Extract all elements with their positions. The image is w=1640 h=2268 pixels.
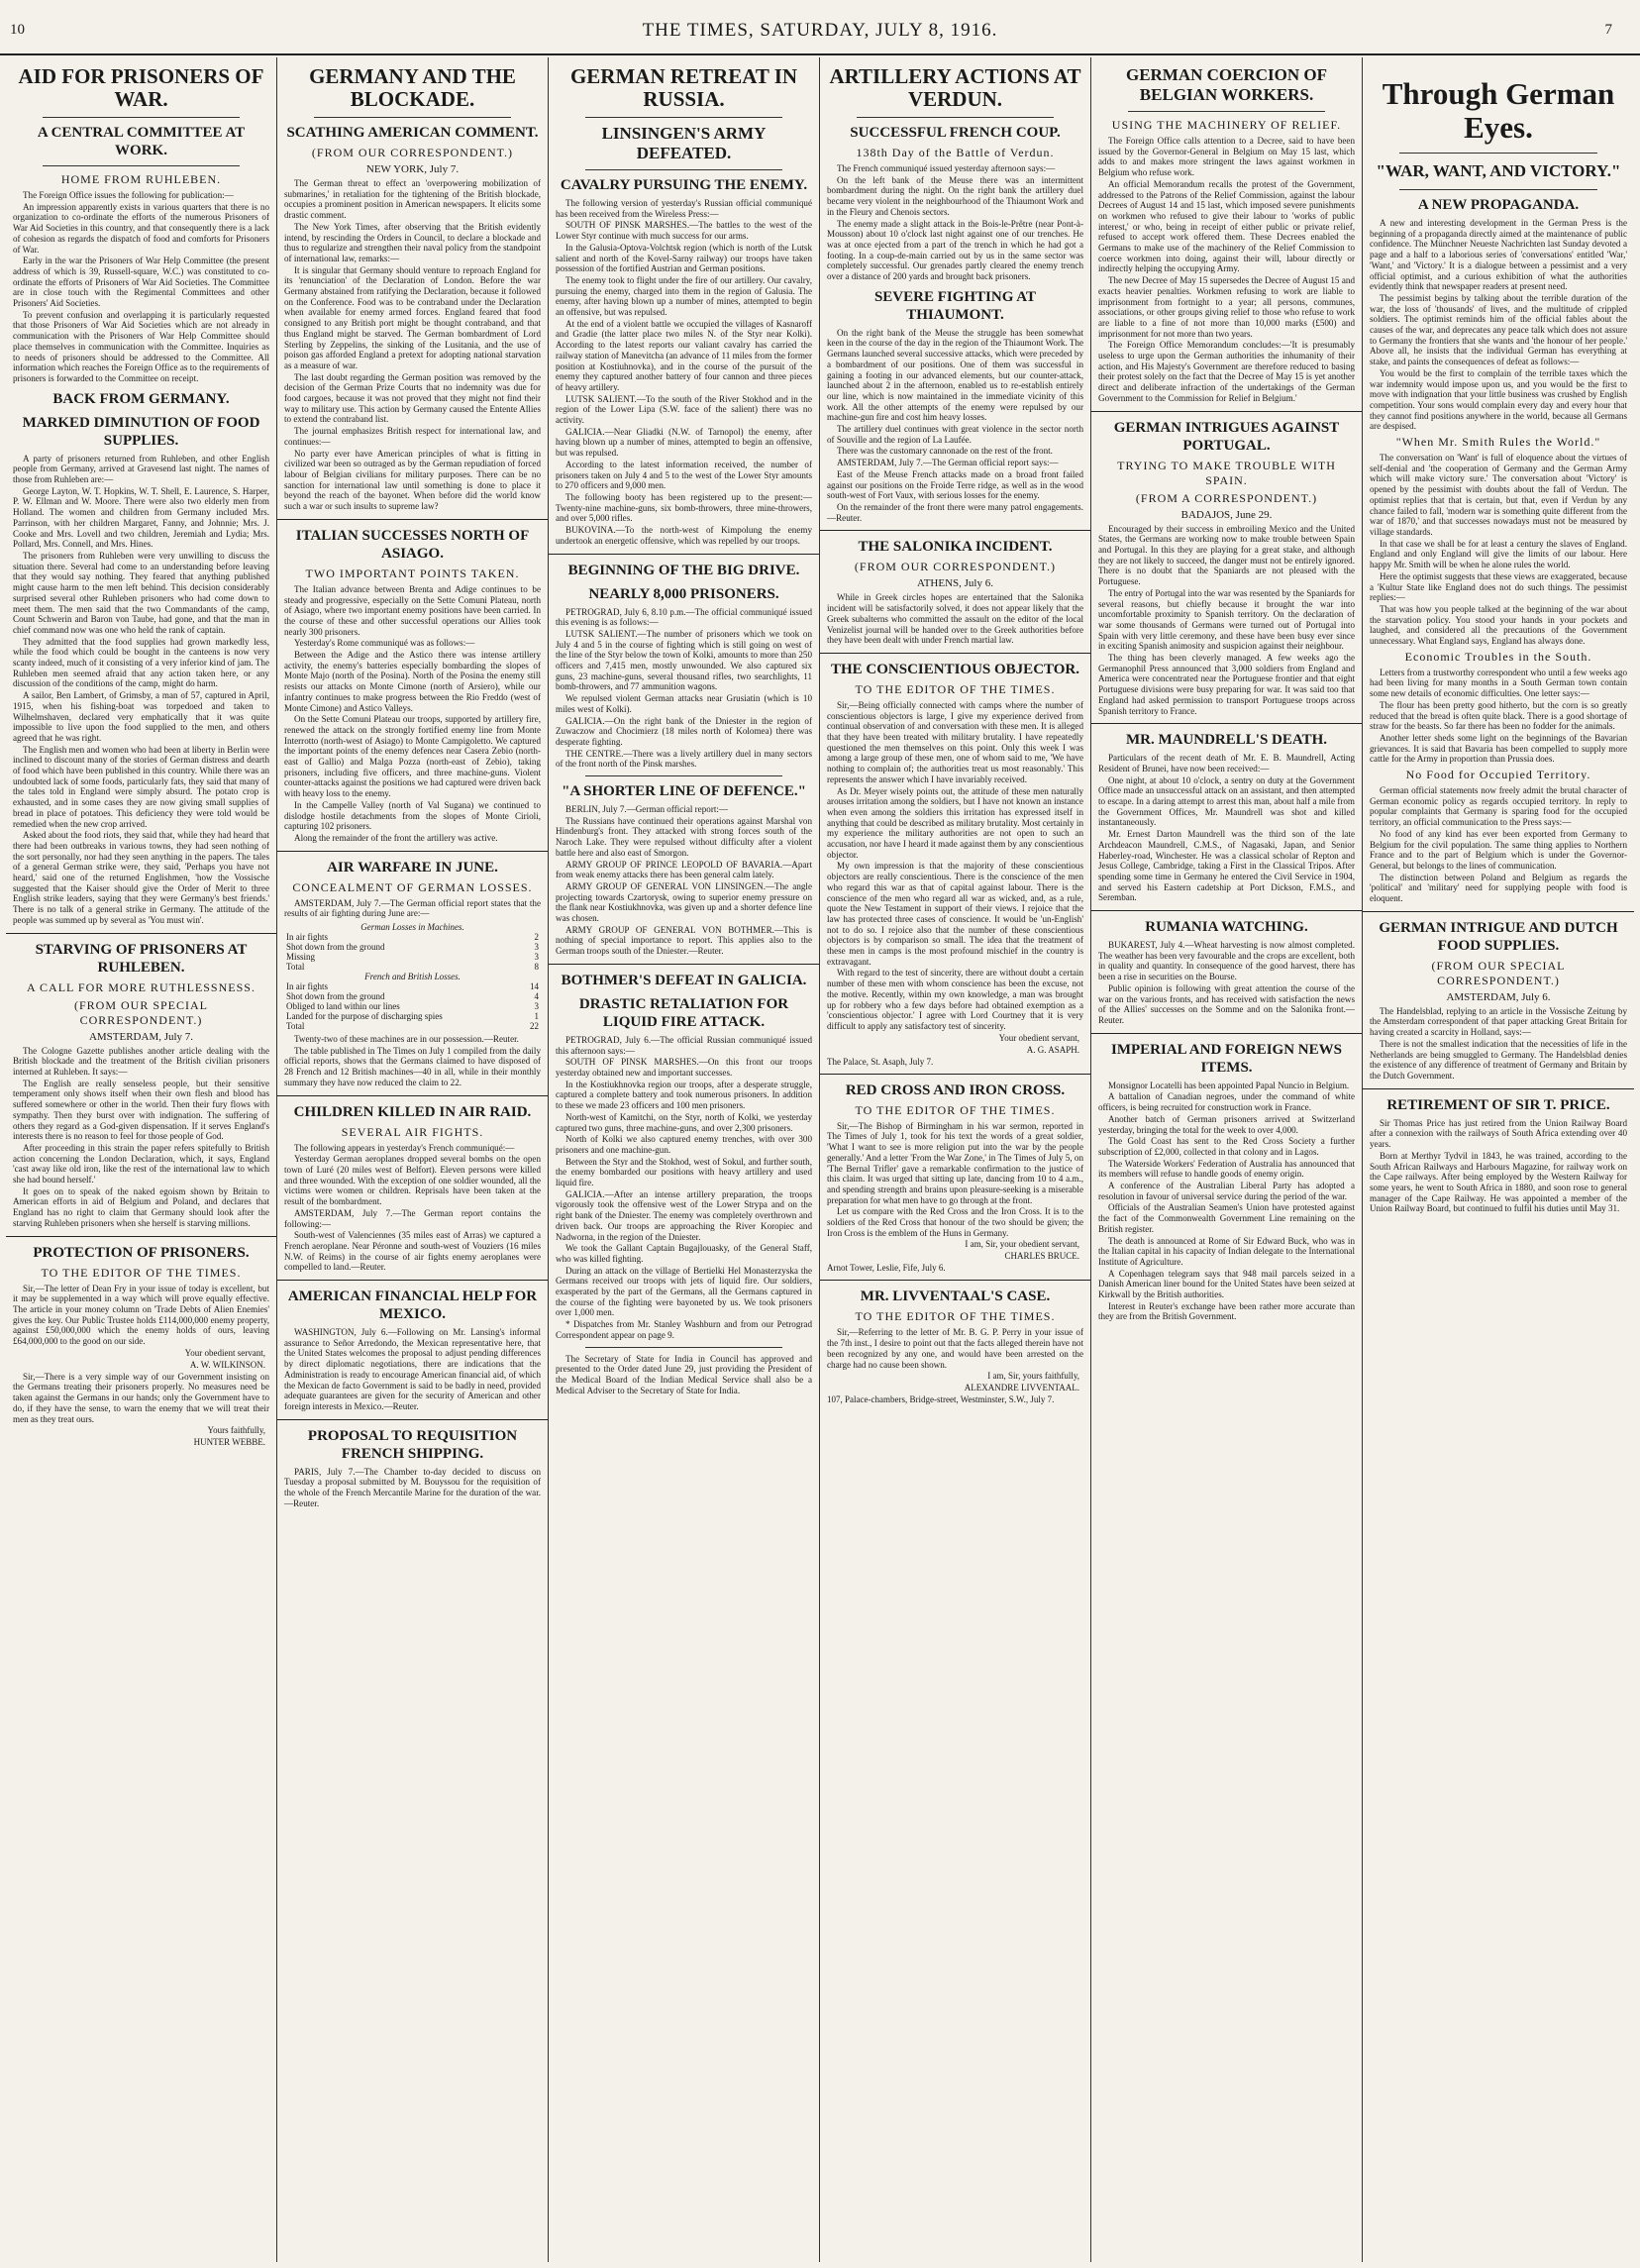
article-headline: BEGINNING OF THE BIG DRIVE. — [567, 562, 800, 578]
article-subheadline: BACK FROM GERMANY. — [52, 390, 230, 407]
paragraph: Interest in Reuter's exchange have been rather more accurate than they are from the British Government. — [1098, 1300, 1355, 1322]
paragraph: We took the Gallant Captain Bugajlouasky, of the General Staff, who was killed fighting. — [556, 1243, 812, 1264]
article-headline: AID FOR PRISONERS OF WAR. — [18, 64, 264, 111]
paragraph: The conversation on 'Want' is full of eloquence about the virtues of self-denial and 'the cooperation of Germany and the German Army which will make victory sure.' The conversation about 'Victory' is opened by the pessimist with doubts about the fall of Verdun. The optimist replies that that is certain, but that, even if Verdun by any chance failed to fall, 'modern war is something quite different from the war of 1870,' and that successes nowadays must not be measured by village standards. — [1370, 453, 1627, 537]
paragraph: There was the customary cannonade on the rest of the front. — [837, 446, 1053, 457]
article-headline: ARTILLERY ACTIONS AT VERDUN. — [829, 64, 1081, 111]
article-headline: ITALIAN SUCCESSES NORTH OF ASIAGO. — [295, 527, 530, 562]
article-headline: AIR WARFARE IN JUNE. — [327, 859, 498, 876]
signature: Your obedient servant, — [998, 1032, 1079, 1043]
column-3 — [549, 57, 820, 2262]
paragraph: The German threat to effect an 'overpowering mobilization of submarines,' in retaliation for the tightening of the British blockade, occupies a prominent position in American newspapers. It elicits some drastic comment. — [284, 178, 541, 221]
page-number-right: 7 — [1604, 22, 1612, 38]
column-6 — [1363, 57, 1634, 2262]
byline: (FROM OUR CORRESPONDENT.) — [854, 560, 1057, 574]
dateline: ATHENS, July 6. — [916, 577, 993, 590]
signature: ALEXANDRE LIVVENTAAL. — [964, 1383, 1079, 1393]
table-row: Shot down from the ground 4 — [286, 991, 539, 1002]
paragraph: The Handelsblad, replying to an article in the Vossische Zeitung by the Amsterdam correspondent of that paper attacking Great Britain for having created a scarcity in Holland, says:— — [1370, 1005, 1627, 1038]
article-headline: IMPERIAL AND FOREIGN NEWS ITEMS. — [1111, 1041, 1342, 1076]
paragraph: Early in the war the Prisoners of War Help Committee (the present address of which is 39, Russell-square, W.C.) was constituted to co-ordinate the efforts of Prisoners of War Aid Societies. The Committee are in close touch with the Regimental Committees and other Prisoners' Aid Societies. — [13, 256, 269, 309]
section-caption: TO THE EDITOR OF THE TIMES. — [855, 681, 1056, 696]
paragraph: BERLIN, July 7.—German official report:— — [565, 804, 728, 815]
section-caption: TO THE EDITOR OF THE TIMES. — [41, 1265, 242, 1280]
paragraph: Mr. Ernest Darton Maundrell was the third son of the late Archdeacon Maundrell, C.M.S., of Nagasaki, Japan, and Senior Haberley-road, Winchester. He was a classical scholar of Repton and Jesus College, Cambridge, taking a First in the Classical Tripos. After spending some time in Germany he entered the Civil Service in 1904, and served his Eastern cadetship at Port Dickson, F.M.S., and Seremban. — [1098, 829, 1355, 903]
paragraph: No food of any kind has ever been exported from Germany to Belgium for the civil population. The same thing applies to Northern France and to the part of Belgium which is under the Governor-General, but belongs to the lines of communication. — [1370, 828, 1627, 871]
paragraph: The following version of yesterday's Russian official communiqué has been received from the Wireless Press:— — [556, 198, 812, 219]
paragraph: Yesterday German aeroplanes dropped several bombs on the open town of Luré (20 miles west of Belfort). Eleven persons were killed and three wounded. With the exception of one soldier wounded, all the victims were women or children. Reprisals have been taken at the result of the bombardment. — [284, 1154, 541, 1207]
paragraph: The Italian advance between Brenta and Adige continues to be steady and progressive, especially on the Sette Comuni Plateau, north of Asiago, where two important enemy positions have been carried. In the course of these and other successful operations our Allies took nearly 300 prisoners. — [284, 583, 541, 637]
air-losses-table — [284, 922, 541, 1031]
signature: The Palace, St. Asaph, July 7. — [827, 1056, 934, 1067]
paragraph: An official Memorandum recalls the protest of the Government, addressed to the Patrons of the Relief Commission, against the labour Decrees of August 14 and 15 last, which imposed severe punishments on workmen who refused to give their labour to 'works of public interest,' or who, being in receipt of either public or private relief, refused to accept work offered them. These Decrees enabled the Germans to make use of the machinery of the Relief Commission to coerce workmen into doing, against their will, labour directly or indirectly helping the occupying Army. — [1098, 178, 1355, 274]
paragraph: Asked about the food riots, they said that, while they had heard that there had been outbreaks in various towns, they had seen nothing of the sort personally, nor had they seen anything in the papers. The tales of a general German strike were, they said, 'Perhaps you have not heard,' said one of the returned Englishmen, 'how the Vossische suggested that the Kaiser should give the Order of Merit to three English strike leaders, saying that they were Germany's best friends.' There is no talk of a general strike in Germany. The attitude of the people was summed up by several as 'You must win'. — [13, 830, 269, 925]
article-headline: THE CONSCIENTIOUS OBJECTOR. — [830, 661, 1080, 677]
table-row: Obliged to land within our lines 3 — [286, 1001, 539, 1012]
paragraph: Encouraged by their success in embroiling Mexico and the United States, the Germans are working now to make trouble between Spain and Portugal. In this they are playing for a great stake, and although they are not likely to succeed, the danger must not be entirely ignored. There is no doubt that the Spaniards are not pleased with the Portuguese. — [1098, 523, 1355, 587]
article-headline: MR. LIVVENTAAL'S CASE. — [860, 1289, 1051, 1305]
signature: Arnot Tower, Leslie, Fife, July 6. — [827, 1263, 946, 1274]
paragraph: On the remainder of the front there were many patrol engagements.—Reuter. — [827, 501, 1083, 523]
paragraph: The journal emphasizes British respect for international law, and continues:— — [284, 426, 541, 447]
byline: (FROM A CORRESPONDENT.) — [1135, 490, 1318, 505]
article-headline: THE SALONIKA INCIDENT. — [858, 539, 1053, 556]
paragraph: With regard to the test of sincerity, there are without doubt a certain number of these men with whom conscience has been the excuse, not the motive. Recently, within my own knowledge, a man was brought up for robbery who a few days before had obtained exemption as a 'conscientious objector.' I agree with Lord Courtney that it is very difficult to apply any satisfactory test of sincerity. — [827, 968, 1083, 1031]
paragraph: The New York Times, after observing that the British evidently intend, by rescinding the Orders in Council, to declare a blockade and thus to regularize and strengthen their naval policy from the standpoint of international law, remarks:— — [284, 221, 541, 263]
dateline: AMSTERDAM, July 7. — [88, 1030, 194, 1043]
paragraph: Along the remainder of the front the artillery was active. — [294, 832, 498, 843]
paragraph: Sir Thomas Price has just retired from the Union Railway Board after a connexion with the railways of South Africa extending over 40 years. — [1370, 1117, 1627, 1150]
article-subheadline: SCATHING AMERICAN COMMENT. — [286, 125, 539, 141]
paragraph: The following appears in yesterday's French communiqué:— — [294, 1142, 515, 1153]
article-headline: GERMANY AND THE BLOCKADE. — [309, 64, 516, 111]
paragraph: The enemy made a slight attack in the Bois-le-Prêtre (near Pont-à-Mousson) about 10 o'clock last night against one of our trenches. He was at once ejected from a part of the trench in which he had got a footing. In a coup-de-main carried out by us in the same sector was completely successful. Our grenades partly cleared the enemy trench over a distance of 200 yards and brought back prisoners. — [827, 218, 1083, 282]
paragraph: BUKAREST, July 4.—Wheat harvesting is now almost completed. The weather has been very favourable and the crops are excellent, both in quality and quantity. In consequence of the good harvest, there has been a rise in securities on the Bourse. — [1098, 940, 1355, 982]
signature: HUNTER WEBBE. — [193, 1437, 265, 1448]
article-headline: GERMAN INTRIGUE AND DUTCH FOOD SUPPLIES. — [1379, 919, 1618, 954]
masthead — [0, 0, 1640, 55]
paragraph: At the end of a violent battle we occupied the villages of Kasnaroff and Gradie (the latter place two miles N. of the Styr near Kolki). According to the latest reports our valiant cavalry has carried the railway station of Manevitcha (an advance of 11 miles from the former position at Kostiuhnovka), and in the course of the pursuit of the enemy they captured another battery of four cannon and three pieces of heavy artillery. — [556, 318, 812, 392]
paragraph: The entry of Portugal into the war was resented by the Spaniards for several reasons, but chiefly because it brought the war into uncomfortable proximity to Spanish territory. On the declaration of war some thousands of Germans were turned out of Portugal into Spain with very little ceremony, and these have been busy ever since in exciting Spanish animosity and suspicion against their neighbour. — [1098, 587, 1355, 652]
paragraph: An impression apparently exists in various quarters that there is no organization to co-ordinate the efforts of the numerous Prisoners of War Aid Societies in this country, and that consequently there is a lack of cohesion as regards the dispatch of food and comforts for Prisoners of War. — [13, 201, 269, 255]
paragraph: SOUTH OF PINSK MARSHES.—The battles to the west of the Lower Styr continue with much success for our arms. — [556, 220, 812, 242]
paragraph: The enemy took to flight under the fire of our artillery. Our cavalry, pursuing the enemy, charged into them in the region of Galusia. The enemy, after having blown up a number of mines, attempted to begin an offensive, but was repulsed. — [556, 274, 812, 318]
paragraph: Public opinion is following with great attention the course of the war on the various fronts, and has received with satisfaction the news of the Allies' successes on the Somme and on the Salonika front.—Reuter. — [1098, 982, 1355, 1025]
section-caption: TRYING TO MAKE TROUBLE WITH SPAIN. — [1117, 458, 1336, 487]
paragraph: They admitted that the food supplies had grown markedly less, while the food which could be bought in the canteens is now very scanty indeed, much of it consisting of a very inferior kind of jam. The Ruhleben men seemed afraid that any action taken here, or any discussion of the conditions of the camp, might do harm. — [13, 636, 269, 689]
paragraph: A conference of the Australian Liberal Party has adopted a resolution in favour of universal service during the period of the war. — [1098, 1181, 1355, 1201]
paragraph: LUTSK SALIENT.—The number of prisoners which we took on July 4 and 5 in the course of fighting which is still going on west of the line of the Styr below the town of Kolki, amounts to more than 250 officers and 7,415 men, mostly unwounded. We also captured six guns, 23 machine-guns, several thousand rifles, two searchlights, 11 bomb-throwers, and 77 ammunition wagons. — [556, 628, 812, 692]
paragraph: GALICIA.—On the right bank of the Dniester in the region of Zuwaczow and Chocimierz (18 miles north of Kolomea) there was desperate fighting. — [556, 715, 812, 747]
table-caption: French and British Losses. — [364, 972, 461, 982]
article-headline: BOTHMER'S DEFEAT IN GALICIA. — [561, 972, 807, 988]
paragraph: The English men and women who had been at liberty in Berlin were inclined to discount many of the stories of German distress and dearth of food which have been published in this country. While there was an undoubted lack of some foods, particularly fats, they said that many of the tales told in England were simply absurd. The potato crop is exhausted, and in some cases they are now giving small supplies of bread in place of potatoes. This deficiency they were told would be remedied when the new crop arrived. — [13, 744, 269, 829]
paragraph: AMSTERDAM, July 7.—The German official report states that the results of air fighting during June are:— — [284, 897, 541, 919]
paragraph: ARMY GROUP OF GENERAL VON LINSINGEN.—The angle projecting towards Czartorysk, owing to superior enemy pressure on the flank near Kostiukhnovka, was given up and a shorter defence line was chosen. — [556, 880, 812, 924]
table-row: In air fights 2 — [286, 932, 539, 943]
paragraph: Between the Adige and the Astico there was intense artillery activity, the enemy's batteries especially bombarding the slopes of Monte Majo (north of the Posina). North of the Posina the enemy still resists our attacks on Monte Cimone (north of Arsiero), while our infantry continues to make progress between the Rio Freddo (west of Monte Cimone) and Astico Valleys. — [284, 650, 541, 713]
section-caption: No Food for Occupied Territory. — [1405, 768, 1591, 782]
paragraph: Sir,—The Bishop of Birmingham in his war sermon, reported in The Times of July 1, took for his text the words of a great soldier, 'What I want to see is more religion put into the war by the people generally.' And a letter 'From the War Zone,' in The Times of July 5, on 'The Bernal Trifler' gave a remarkable confirmation to the justice of this claim. It was urged that sitting up late, dancing from 10 to 4 a.m., and spending strength and brains upon pleasure-seeking is a miserable preparation for what men have to go through at the front. — [827, 1120, 1083, 1205]
paragraph: The Russians have continued their operations against Marshal von Hindenburg's front. They attacked with strong forces south of the Naroch Lake. They were repulsed without difficulty after a violent battle here and also east of Smorgon. — [556, 815, 812, 858]
paragraph: A Copenhagen telegram says that 948 mail parcels seized in a Danish American liner bound for the United States have been seized at Kirkwall by the British authorities. — [1098, 1268, 1355, 1300]
article-headline: GERMAN COERCION OF BELGIAN WORKERS. — [1125, 65, 1328, 104]
paragraph: The death is announced at Rome of Sir Edward Buck, who was in the Italian capital in his capacity of Indian delegate to the International Institute of Agriculture. — [1098, 1235, 1355, 1267]
paragraph: To prevent confusion and overlapping it is particularly requested that those Prisoners of War Aid Societies which are not already in communication with the Prisoners of War Help Committee should place themselves in communication with the Committee. Inquiries as to needs of prisoners should be addressed to the Committee. All information which reaches the Foreign Office as to the requirements of prisoners is forwarded to the Committee on receipt. — [13, 309, 269, 383]
signature: Your obedient servant, — [184, 1347, 265, 1358]
paragraph: The new Decree of May 15 supersedes the Decree of August 15 and exacts heavier penalties. Workmen refusing to work are liable to imprisonment from fortnight to a year; all persons, communes, associations, or other groups giving relief to those who refuse to work are liable to a fine of not more than 10,000 marks (£500) and imprisonment for not more than two years. — [1098, 275, 1355, 339]
section-caption: TWO IMPORTANT POINTS TAKEN. — [305, 566, 520, 580]
section-caption: "When Mr. Smith Rules the World." — [1395, 435, 1601, 450]
paragraph: The table published in The Times on July 1 compiled from the daily official reports, shows that the Germans claimed to have disposed of 28 French and 12 British machines—40 in all, while in their monthly summary they have now reduced the claim to 22. — [284, 1045, 541, 1087]
paragraph: You would be the first to complain of the terrible taxes which the war indemnity would impose upon us, and you would be the first to move with indignation that your little business was crushed by English competition. Your sons would complain every day and every hour that they cannot find positions anywhere in the world, because all Germans are despised. — [1370, 367, 1627, 432]
paragraph: Particulars of the recent death of Mr. E. B. Maundrell, Acting Resident of Brunei, have now been received:— — [1098, 753, 1355, 773]
paragraph: On the right bank of the Meuse the struggle has been somewhat keen in the course of the day in the region of the Thiaumont Work. The Germans launched several successive attacks, which were preceded by a bombardment of our positions. One of them was successful in gaining a footing in our advanced elements, but our counter-attack, launched about 2 in the afternoon, enabled us to re-establish entirely our line, which is now maintained in the immediate vicinity of this work. All the other attempts of the enemy were repulsed by our machine-gun fire and cost him heavy losses. — [827, 327, 1083, 423]
paragraph: South-west of Valenciennes (35 miles east of Arras) we captured a French aeroplane. Near Péronne and south-west of Vouziers (16 miles N.W. of Reims) in the course of air fights enemy aeroplanes were compelled to land.—Reuter. — [284, 1230, 541, 1273]
byline: (FROM OUR SPECIAL CORRESPONDENT.) — [73, 997, 209, 1027]
paragraph: One night, at about 10 o'clock, a sentry on duty at the Government Office made an unsuccessful attack on an assistant, and then attempted to escape. In a daring attempt to arrest this man, about half a mile from the Government Offices, Mr. Maundrell was shot and killed instantaneously. — [1098, 774, 1355, 828]
paragraph: WASHINGTON, July 6.—Following on Mr. Lansing's informal assurance to Señor Arredondo, the Mexican representative here, that the United States welcomes the proposal to adjust pending differences by direct diplomatic negotiations, there are indications that the Administration is ready to encourage American financial aid, of which the Mexican de facto Government is said to be badly in need, provided adequate guarantees are given for the security of American and other foreign interests in Mexico.—Reuter. — [284, 1327, 541, 1411]
paragraph: After proceeding in this strain the paper refers spitefully to British action concerning the London Declaration, which, it says, England 'cast away like old iron, like the rest of the international law to which she had bound herself.' — [13, 1142, 269, 1186]
paragraph: East of the Meuse French attacks made on a broad front failed against our positions on the Froide Terre ridge, as well as in the wood south-west of Fort Vaux, with serious losses for the enemy. — [827, 468, 1083, 501]
table-caption: German Losses in Machines. — [360, 922, 464, 933]
paragraph: On the left bank of the Meuse there was an intermittent bombardment during the night. On the right bank the artillery duel became very violent in the neighbourhood of the Thiaumont Work and in the Fleury and Chenois sectors. — [827, 174, 1083, 217]
paragraph: The Secretary of State for India in Council has approved and presented to the Order dated June 29, just providing the President of the Medical Board of the Indian Medical Service shall also be a Medical Adviser to the Secretary of State for India. — [556, 1353, 812, 1395]
paragraph: A battalion of Canadian negroes, under the command of white officers, is being recruited for construction work in France. — [1098, 1091, 1355, 1113]
paragraph: In the Galusia-Optova-Volchtsk region (which is north of the Lutsk salient and north of the Kovel-Sarny railway) our troops have taken possession of the fortified Austrian and German positions. — [556, 242, 812, 274]
paragraph: On the Sette Comuni Plateau our troops, supported by artillery fire, renewed the attack on the strongly fortified enemy line from Monte Interrotto (north-west of Asiago) to Monte Campigoletto. We captured the important points of the enemy defences near Casera Zebio (north-east of Gallio) and Malga Pozza (north-east of Zebio), taking prisoners, including five officers, and three machine-guns. Violent counter-attacks against the positions we had captured were driven back with heavy loss to the enemy. — [284, 714, 541, 799]
article-subheadline: "A SHORTER LINE OF DEFENCE." — [562, 783, 806, 800]
article-headline: CHILDREN KILLED IN AIR RAID. — [293, 1103, 532, 1120]
column-4 — [820, 57, 1091, 2262]
section-caption: A CALL FOR MORE RUTHLESSNESS. — [27, 979, 256, 994]
paragraph: It is singular that Germany should venture to reproach England for its 'renunciation' of the Declaration of London. Before the war Germany abstained from ratifying the Declaration, because it followed on the Conference. Food was to be contraband under the Declaration when available for enemy armed forces. England feared that food consigned to any British port might be thought contraband, and that thus England might be starved. The German bombardment of Lord Sterling by Zeppelins, the sinking of the Lusitania, and the use of poison gas afforded England a pretext for adopting national starvation as a measure of war. — [284, 264, 541, 370]
paragraph: Born at Merthyr Tydvil in 1843, he was trained, according to the South African Railways and Harbours Magazine, for railway work on the Cape railways. After being employed by the Western Railway for some years, he went to South Africa in 1880, and soon rose to general manager of the Cape Railway. He was appointed a member of the Union Railway Board, but continued to fulfil his duties until May 31. — [1370, 1150, 1627, 1214]
paragraph: Monsignor Locatelli has been appointed Papal Nuncio in Belgium. — [1108, 1080, 1350, 1090]
paragraph: Sir,—Referring to the letter of Mr. B. G. P. Perry in your issue of the 7th inst., I desire to point out that the facts alleged therein have not been recognized by any one, and would have been arrested on the charge had no cause been shown. — [827, 1327, 1083, 1370]
article-headline: STARVING OF PRISONERS AT RUHLEBEN. — [35, 941, 248, 976]
page-columns — [6, 57, 1634, 2262]
paragraph: Sir,—There is a very simple way of our Government insisting on the Germans treating their prisoners properly. No measures need be taken against the Germans in our hands; only the Government have to do, if they have the sense, to warn the enemy that we will treat their men as they treat ours. — [13, 1371, 269, 1424]
paragraph: The Gold Coast has sent to the Red Cross Society a further subscription of £2,000, collected in that colony and in Lagos. — [1098, 1136, 1355, 1157]
article-subheadline: SUCCESSFUL FRENCH COUP. — [850, 125, 1061, 141]
section-caption: TO THE EDITOR OF THE TIMES. — [855, 1102, 1056, 1117]
paragraph: A new and interesting development in the German Press is the beginning of a propaganda directly aimed at the maintenance of public confidence. The Münchner Neueste Nachrichten last Sunday devoted a page and a half to a laborious series of 'conversations' entitled 'War,' 'Want,' and 'Victory.' It is a dialogue between a pessimist and a very official optimist, and a curious exhibition of what the authorities evidently think that newspaper readers at present need. — [1370, 218, 1627, 292]
paragraph: North-west of Kamitchi, on the Styr, north of Kolki, we yesterday captured two guns, three machine-guns, and over 2,300 prisoners. — [556, 1111, 812, 1133]
paragraph: The last doubt regarding the German position was removed by the decision of the German Prize Courts that no indemnity was due for food cargoes, because it was not proved that they might not find their way to military use. This action by Germany caused the Entente Allies to extend the contraband list. — [284, 371, 541, 425]
section-caption: HOME FROM RUHLEBEN. — [60, 172, 222, 186]
paragraph: No party ever have American principles of what is fitting in civilized war been so outraged as by the German repudiation of forced labour of Belgian civilians for military purposes. There can be no sanction for international law until something is done to place it beyond the reach of the bayonet. When before did the world know such a war or such insults to supreme law? — [284, 448, 541, 512]
paragraph: In the Kostiukhnovka region our troops, after a desperate struggle, captured a complete battery and took numerous prisoners. In addition to these we made 23 officers and 100 men prisoners. — [556, 1079, 812, 1111]
article-subheadline: A NEW PROPAGANDA. — [1417, 197, 1580, 213]
paragraph: THE CENTRE.—There was a lively artillery duel in many sectors of the front north of the Pinsk marshes. — [556, 748, 812, 770]
paragraph: German official statements now freely admit the brutal character of German economic policy as regards occupied territory. In reply to popular complaints that Germany is sparing food for the occupied territory, an official communication to the Press says:— — [1370, 785, 1627, 828]
paragraph: In the Campelle Valley (north of Val Sugana) we continued to dislodge hostile detachments from the slopes of Monte Cirioli, capturing 102 prisoners. — [284, 799, 541, 832]
column-5 — [1091, 57, 1363, 2262]
feature-headline: Through German Eyes. — [1382, 76, 1615, 145]
paragraph: A sailor, Ben Lambert, of Grimsby, a man of 57, captured in April, 1915, when his fishing-boat was torpedoed and taken to Wilhelmshaven, declared very emphatically that it was quite impossible to live upon the food supplied to the men, and others agreed that he was right. — [13, 690, 269, 743]
article-subheadline: CAVALRY PURSUING THE ENEMY. — [560, 177, 808, 193]
signature: A. G. ASAPH. — [1026, 1044, 1079, 1055]
paragraph: ARMY GROUP OF GENERAL VON BOTHMER.—This is nothing of special importance to report. This applies also to the German troops south of the Dniester.—Reuter. — [556, 924, 812, 957]
paragraph: The prisoners from Ruhleben were very unwilling to discuss the situation there. Several had come to an understanding before leaving that they would say nothing. They feared that anything published might cause harm to the men left behind. This decision considerably surprised several other Ruhleben prisoners who had come down to meet them. The men said that the two Commandants of the camp, Count Schwerin and Baron von Taube, had gone, and that the man in chief command now was one who held the rank of captain. — [13, 550, 269, 635]
paragraph: The artillery duel continues with great violence in the sector north of Souville and the region of La Laufée. — [827, 424, 1083, 445]
paragraph: During an attack on the village of Bertielki Hel Monasterzyska the Germans received our troops with jets of liquid fire. Our soldiers, exasperated by the part of the Germans, all the Germans captured in the course of the fighting were bayoneted by us. We took prisoners over 1,000 men. — [556, 1265, 812, 1318]
paragraph: The Foreign Office Memorandum concludes:—'It is presumably useless to urge upon the German authorities the inhumanity of their action, and His Majesty's Government are therefore reduced to basing their protest solely on the fact that the Decree of May 15 is yet another direct and deliberate infraction of the undertakings of the German Government to the Commission for Relief in Belgium.' — [1098, 340, 1355, 403]
dateline: NEW YORK, July 7. — [365, 163, 460, 175]
paragraph: George Layton, W. T. Hopkins, W. T. Shell, E. Laurence, S. Harper, P. W. Ellman and W. Moore. There were also two elderly men from Holland. The women and children from Germany included Mrs. Parrinson, with her children Margaret, Fanny, and Johnnie; Mrs. J. Cooke and Mrs. Lovell and two children, Jeremiah and Lydia; Mrs. Pollard, Mrs. Connell, and Mrs. Hines. — [13, 485, 269, 550]
signature: Yours faithfully, — [207, 1425, 265, 1436]
paragraph: The pessimist begins by talking about the terrible duration of the war, the loss of 'thousands' of lives, and the multitude of crippled soldiers. The optimist reminds him of the official fables about the causes of the war, and deprecates any peace talk which does not assure to Germany the frontiers that she wants and 'the honour of her people.' Above all, he insists that the individual German has everything at stake, and paints the consequences of defeat as follows:— — [1370, 292, 1627, 367]
section-caption: Economic Troubles in the South. — [1404, 649, 1592, 664]
paragraph: We repulsed violent German attacks near Grusiatin (which is 10 miles west of Kolki). — [556, 693, 812, 714]
paragraph: Letters from a trustworthy correspondent who until a few weeks ago had been living for many months in a South German town contain some new details of economic difficulties. One letter says:— — [1370, 667, 1627, 699]
paragraph: Another letter sheds some light on the beginnings of the Bavarian grievances. It is said that Bavaria has been compelled to supply more cattle for the Army in proportion than Prussia does. — [1370, 732, 1627, 765]
paragraph: GALICIA.—Near Gliadki (N.W. of Tarnopol) the enemy, after having blown up a number of mines, attempted to begin an offensive, but was repulsed. — [556, 426, 812, 459]
paragraph: Between the Styr and the Stokhod, west of Sokul, and further south, the enemy bombarded our positions with heavy artillery and used liquid fire. — [556, 1156, 812, 1188]
article-subheadline: MARKED DIMINUTION OF FOOD SUPPLIES. — [22, 414, 260, 449]
paragraph: The Foreign Office calls attention to a Decree, said to have been issued by the Governor-General in Belgium on May 15 last, which adds to and makes more stringent the laws against workmen in Belgium who refuse work. — [1098, 136, 1355, 178]
paragraph: The Waterside Workers' Federation of Australia has announced that its members will refuse to handle goods of enemy origin. — [1098, 1158, 1355, 1180]
paragraph: Sir,—The letter of Dean Fry in your issue of today is excellent, but it may be supplemented in a way which will prove equally effective. The article in your money column on 'Trade Debts of Alien Enemies' gives the key. Our Public Trustee holds £114,000,000 enemy property, against £50,000,000 which the enemy holds of ours, leaving £64,000,000 to the good on our side. — [13, 1283, 269, 1347]
paragraph: While in Greek circles hopes are entertained that the Salonika incident will be satisfactorily solved, it does not appear likely that the Greek subalterns who committed the assault on the editor of the local Venizelist journal will be handed over to the Greek authorities before they have been dealt with under French martial law. — [827, 592, 1083, 646]
paragraph: Let us compare with the Red Cross and the Iron Cross. It is to the soldiers of the Red Cross that honour of the two should be given; the Iron Cross is the emblem of the Huns in Germany. — [827, 1206, 1083, 1238]
paragraph: In that case we shall be for at least a century the slaves of England. England and only England will give the limits of our labour. Here happy Mr. Smith will be when he alone rules the world. — [1370, 538, 1627, 570]
page-number-left: 10 — [10, 22, 25, 38]
table-row: Shot down from the ground 3 — [286, 942, 539, 953]
feature-subheadline: "WAR, WANT, AND VICTORY." — [1376, 161, 1621, 180]
signature: CHARLES BRUCE. — [1004, 1251, 1079, 1262]
paragraph: There is not the smallest indication that the necessities of life in the Netherlands are being smuggled to Germany. The Handelsblad denies the existence of any difference of treatment of Germany and Britain by the Dutch Government. — [1370, 1038, 1627, 1081]
paragraph: PETROGRAD, July 6, 8.10 p.m.—The official communiqué issued this evening is as follows:— — [556, 606, 812, 628]
signature: 107, Palace-chambers, Bridge-street, Westminster, S.W., July 7. — [827, 1394, 1055, 1405]
article-subheadline: LINSINGEN'S ARMY DEFEATED. — [601, 124, 767, 162]
table-row: Landed for the purpose of discharging spies 1 — [286, 1011, 539, 1022]
signature: A. W. WILKINSON. — [189, 1359, 265, 1370]
paragraph: That was how you people talked at the beginning of the war about the starvation policy. You stood your hands in your pockets and laughed, and considered all the precautions of the Government unnecessary. What England says, England has always done. — [1370, 603, 1627, 647]
paragraph: AMSTERDAM, July 7.—The German official report says:— — [837, 458, 1059, 468]
paragraph: Sir,—Being officially connected with camps where the number of conscientious objectors is large, I give my experience derived from continual observation of and conversation with these men. It is alleged that they have been treated with military brutality. I have repeatedly questioned the men themselves on this point. Only this week I was among a large group of these men, one of whom said to me, 'We have nothing to complain of; the authorities treat us most reasonably.' This represents the answer which I have invariably received. — [827, 699, 1083, 784]
table-row: Total 22 — [286, 1021, 539, 1032]
paragraph: PETROGRAD, July 6.—The official Russian communiqué issued this afternoon says:— — [556, 1034, 812, 1056]
footnote: * Dispatches from Mr. Stanley Washburn and from our Petrograd Correspondent appear on page 9. — [556, 1319, 812, 1340]
table-row: Missing 3 — [286, 952, 539, 963]
article-headline: RETIREMENT OF SIR T. PRICE. — [1386, 1096, 1610, 1113]
paragraph: According to the latest information received, the number of prisoners taken on July 4 and 5 to the west of the Lower Styr amounts to 270 officers and 9,000 men. — [556, 459, 812, 491]
paragraph: The Cologne Gazette publishes another article dealing with the British blockade and the treatment of the British civilian prisoners interned at Ruhleben. It says:— — [13, 1045, 269, 1077]
column-2 — [277, 57, 549, 2262]
paragraph: The flour has been pretty good hitherto, but the corn is so greatly reduced that the bread is often quite black. There is a good shortage of straw for the beasts. So far there has been no fodder for the animals. — [1370, 699, 1627, 732]
paragraph: GALICIA.—After an intense artillery preparation, the troops vigorously took the offensive west of the Lower Strypa and on the right bank of the Dniester. The enemy was completely overthrown and driven back. Our troops are approaching the River Koropiec and Nadworna, in the region of the Dniester. — [556, 1188, 812, 1242]
paragraph: The Foreign Office issues the following for publication:— — [23, 190, 234, 200]
paragraph: ARMY GROUP OF PRINCE LEOPOLD OF BAVARIA.—Apart from weak enemy attacks there has been general calm lately. — [556, 859, 812, 880]
paragraph: Twenty-two of these machines are in our possession.—Reuter. — [294, 1034, 519, 1045]
article-headline: RUMANIA WATCHING. — [1145, 919, 1308, 936]
article-headline: GERMAN INTRIGUES AGAINST PORTUGAL. — [1113, 419, 1340, 454]
article-headline: RED CROSS AND IRON CROSS. — [845, 1082, 1066, 1098]
article-headline: PROTECTION OF PRISONERS. — [33, 1244, 250, 1261]
signature: I am, Sir, yours faithfully, — [987, 1371, 1079, 1382]
table-row: In air fights 14 — [286, 981, 539, 992]
dateline: BADAJOS, June 29. — [1180, 508, 1273, 521]
paragraph: A party of prisoners returned from Ruhleben, and other English people from Germany, arrived at Gravesend last night. The names of those from Ruhleben are:— — [13, 453, 269, 485]
column-1 — [6, 57, 277, 2262]
byline: (FROM OUR SPECIAL CORRESPONDENT.) — [1431, 958, 1566, 987]
section-caption: CONCEALMENT OF GERMAN LOSSES. — [292, 879, 533, 894]
article-subheadline: SEVERE FIGHTING AT THIAUMONT. — [873, 288, 1037, 323]
article-headline: MR. MAUNDRELL'S DEATH. — [1125, 732, 1328, 749]
paragraph: The thing has been cleverly managed. A few weeks ago the Germanophil Press announced that 3,000 soldiers from England and America were concentrated near the Portuguese frontier and that eight Portuguese divisions were busy preparing for war. It was said too that England had asked permission to transport Portuguese troops across Spanish territory to France. — [1098, 653, 1355, 716]
paragraph: SOUTH OF PINSK MARSHES.—On this front our troops yesterday obtained new and important successes. — [556, 1057, 812, 1078]
paragraph: AMSTERDAM, July 7.—The German report contains the following:— — [284, 1207, 541, 1229]
table-row: Total 8 — [286, 962, 539, 973]
paragraph: Here the optimist suggests that these views are exaggerated, because a 'Kultur State like England does not do such things. The pessimist replies:— — [1370, 570, 1627, 603]
paragraph: The French communiqué issued yesterday afternoon says:— — [837, 163, 1056, 173]
article-subheadline: A CENTRAL COMMITTEE AT WORK. — [37, 125, 246, 158]
paragraph: LUTSK SALIENT.—To the south of the River Stokhod and in the region of the Lower Lipa (S.W. face of the salient) there was no activity. — [556, 393, 812, 426]
article-subheadline: DRASTIC RETALIATION FOR LIQUID FIRE ATTACK. — [578, 995, 789, 1030]
paragraph: It goes on to speak of the naked egoism shown by Britain to American efforts in aid of Belgium and Poland, and declares that England has no right to claim that Germany should look after the starving Ruhleben prisoners when she herself is starving millions. — [13, 1186, 269, 1228]
paragraph: The English are really senseless people, but their sensitive temperament only shows itself when their own flesh and blood has suffered somewhere or other in the world. Then their fury flows with sympathy. Then they burst over with indignation. The suffering of others they regard as a God-given dispensation. If it serves England's interests there is no reason to feel for those people of God. — [13, 1078, 269, 1142]
paragraph: BUKOVINA.—To the north-west of Kimpolung the enemy undertook an energetic offensive, which was repelled by our troops. — [556, 525, 812, 546]
newspaper-title: THE TIMES, SATURDAY, JULY 8, 1916. — [642, 20, 998, 41]
byline: (FROM OUR CORRESPONDENT.) — [311, 146, 514, 159]
paragraph: Yesterday's Rome communiqué was as follows:— — [294, 638, 475, 649]
article-headline: PROPOSAL TO REQUISITION FRENCH SHIPPING. — [307, 1427, 518, 1462]
paragraph: North of Kolki we also captured enemy trenches, with over 300 prisoners and one machine-gun. — [556, 1134, 812, 1155]
section-caption: SEVERAL AIR FIGHTS. — [341, 1124, 484, 1139]
signature: I am, Sir, your obedient servant, — [965, 1239, 1079, 1250]
dateline: AMSTERDAM, July 6. — [1446, 990, 1551, 1003]
paragraph: My own impression is that the majority of these conscientious objectors are really conscientious. There is the conscience of the men who regard this war as that of capital against labour. There is the conscience of the men who regard all war as wicked, and, as a rule, quote the New Testament in support of their views. I rejoice that the law has protected three cases of conscience. It would be 'un-English' not to do so. I rejoice also that the number of these conscientious objectors is by comparison so small. The idea that the treatment of these men in camps is the most profound mischief in the country is extravagant. — [827, 861, 1083, 967]
section-caption: TO THE EDITOR OF THE TIMES. — [855, 1309, 1056, 1324]
article-headline: AMERICAN FINANCIAL HELP FOR MEXICO. — [287, 1289, 538, 1323]
paragraph: PARIS, July 7.—The Chamber to-day decided to discuss on Tuesday a proposal submitted by M. Bouyssou for the requisition of the whole of the French Mercantile Marine for the duration of the war.—Reuter. — [284, 1466, 541, 1508]
section-caption: USING THE MACHINERY OF RELIEF. — [1111, 118, 1342, 132]
paragraph: The distinction between Poland and Belgium as regards the 'political' and 'military' need for supplying people with food is eloquent. — [1370, 872, 1627, 904]
paragraph: As Dr. Meyer wisely points out, the attitude of these men naturally arouses irritation among the soldiers, but I have not known an instance when even among the soldiers this irritation has expressed itself in anything that could be described as military brutality. Most certainly in my experience the military authorities are not open to such an accusation, nor have I heard it made against them by any conscientious objector. — [827, 785, 1083, 860]
article-headline: GERMAN RETREAT IN RUSSIA. — [569, 64, 798, 111]
article-subheadline: NEARLY 8,000 PRISONERS. — [588, 585, 779, 602]
paragraph: Another batch of German prisoners arrived at Switzerland yesterday, bringing the total for the week to over 4,000. — [1098, 1113, 1355, 1135]
section-caption: 138th Day of the Battle of Verdun. — [856, 146, 1055, 159]
paragraph: The following booty has been registered up to the present:—Twenty-nine machine-guns, six bomb-throwers, three mine-throwers, and over 5,000 rifles. — [556, 491, 812, 524]
paragraph: Officials of the Australian Seamen's Union have protested against the fact of the Commonwealth Government Line remaining on the British register. — [1098, 1202, 1355, 1234]
